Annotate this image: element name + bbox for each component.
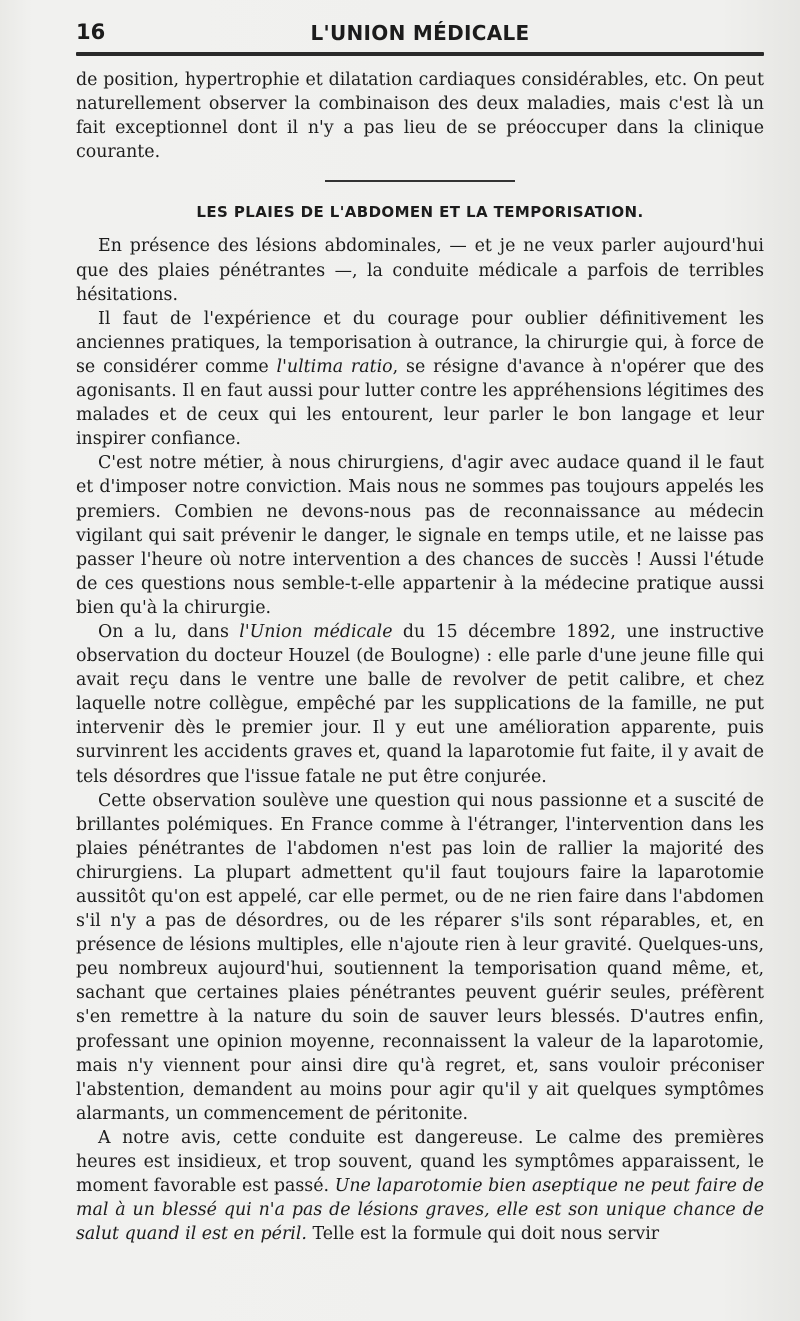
section-divider [325, 180, 515, 182]
paragraph-2 [76, 307, 764, 452]
page-number: 16 [76, 20, 106, 44]
paragraph-2-italic: l'ultima ratio [276, 356, 393, 377]
paragraph-4-text: On a lu, dans [98, 621, 240, 642]
paragraph-6-rest: Telle est la formule qui doit nous servir [306, 1224, 660, 1245]
section-title: LES PLAIES DE L'ABDOMEN ET LA TEMPORISATION. [196, 203, 644, 222]
paragraph-6 [76, 1126, 764, 1246]
paragraph-2-rest: , se résigne d'avance à n'opérer que des agonisants. Il en faut aussi pour lutter contre les appréhensions légitimes des malades et de ceux qui les entourent, leur parler le bon langage et leur inspirer confiance. [76, 356, 765, 450]
intro-paragraph: de position, hypertrophie et dilatation cardiaques considérables, etc. On peut naturellement observer la combinaison des deux maladies, mais c'est là un fait exceptionnel dont il n'y a pas lieu de se préoccuper dans la clinique courante. [76, 70, 764, 163]
paragraph-3: C'est notre métier, à nous chirurgiens, d'agir avec audace quand il le faut et d'imposer notre conviction. Mais nous ne sommes pas toujours appelés les premiers. Combien ne devons-nous pas de reconnaissance au médecin vigilant qui sait prévenir le danger, le signale en temps utile, et ne laisse pas passer l'heure où notre intervention a des chances de succès ! Aussi l'étude de ces questions nous semble-t-elle appartenir à la médecine pratique aussi bien qu'à la chirurgie. [76, 453, 764, 618]
paragraph-4 [76, 620, 764, 789]
header-rule [76, 52, 764, 56]
running-header [76, 20, 764, 54]
paragraph-4-rest: du 15 décembre 1892, une instructive observation du docteur Houzel (de Boulogne) : elle parle d'une jeune fille qui avait reçu dans le ventre une balle de revolver de petit calibre, et chez laquelle notre collègue, empêché par les supplications de la famille, ne put intervenir dès le premier jour. Il y eut une amélioration apparente, puis survinrent les accidents graves et, quand la laparotomie fut faite, il y avait de tels désordres que l'issue fatale ne put être conjurée. [76, 621, 764, 787]
paragraph-6-italic: Une laparotomie bien aseptique ne peut faire de mal à un blessé qui n'a pas de lésions graves, elle est son unique chance de salut quand il est en péril. [76, 1176, 764, 1245]
paragraph-5: Cette observation soulève une question qui nous passionne et a suscité de brillantes polémiques. En France comme à l'étranger, l'intervention dans les plaies pénétrantes de l'abdomen n'est pas loin de rallier la majorité des chirurgiens. La plupart admettent qu'il faut toujours faire la laparotomie aussitôt qu'on est appelé, car elle permet, ou de ne rien faire dans l'abdomen s'il n'y a pas de désordres, ou de les réparer s'ils sont réparables, et, en présence de lésions multiples, elle n'ajoute rien à leur gravité. Quelques-uns, peu nombreux aujourd'hui, soutiennent la temporisation quand même, et, sachant que certaines plaies pénétrantes peuvent guérir seules, préfèrent s'en remettre à la nature du soin de sauver leurs blessés. D'autres enfin, professant une opinion moyenne, reconnaissent la valeur de la laparotomie, mais n'y viennent pour ainsi dire qu'à regret, et, sans vouloir préconiser l'abstention, demandent au moins pour agir qu'il y ait quelques symptômes alarmants, un commencement de péritonite. [76, 790, 764, 1124]
paragraph-2-text: Il faut de l'expérience et du courage pour oublier définitivement les anciennes pratiques, la temporisation à outrance, la chirurgie qui, à force de se considérer comme [76, 308, 764, 377]
paragraph-4-italic: l'Union médicale [239, 621, 393, 642]
paragraph-1: En présence des lésions abdominales, — et je ne veux parler aujourd'hui que des plaies pénétrantes —, la conduite médicale a parfois de terribles hésitations. [76, 236, 764, 305]
journal-title: L'UNION MÉDICALE [310, 21, 530, 45]
paragraph-6-text: A notre avis, cette conduite est dangereuse. Le calme des premières heures est insidieux, et trop souvent, quand les symptômes apparaissent, le moment favorable est passé. [76, 1127, 764, 1197]
article-body [76, 68, 764, 1246]
